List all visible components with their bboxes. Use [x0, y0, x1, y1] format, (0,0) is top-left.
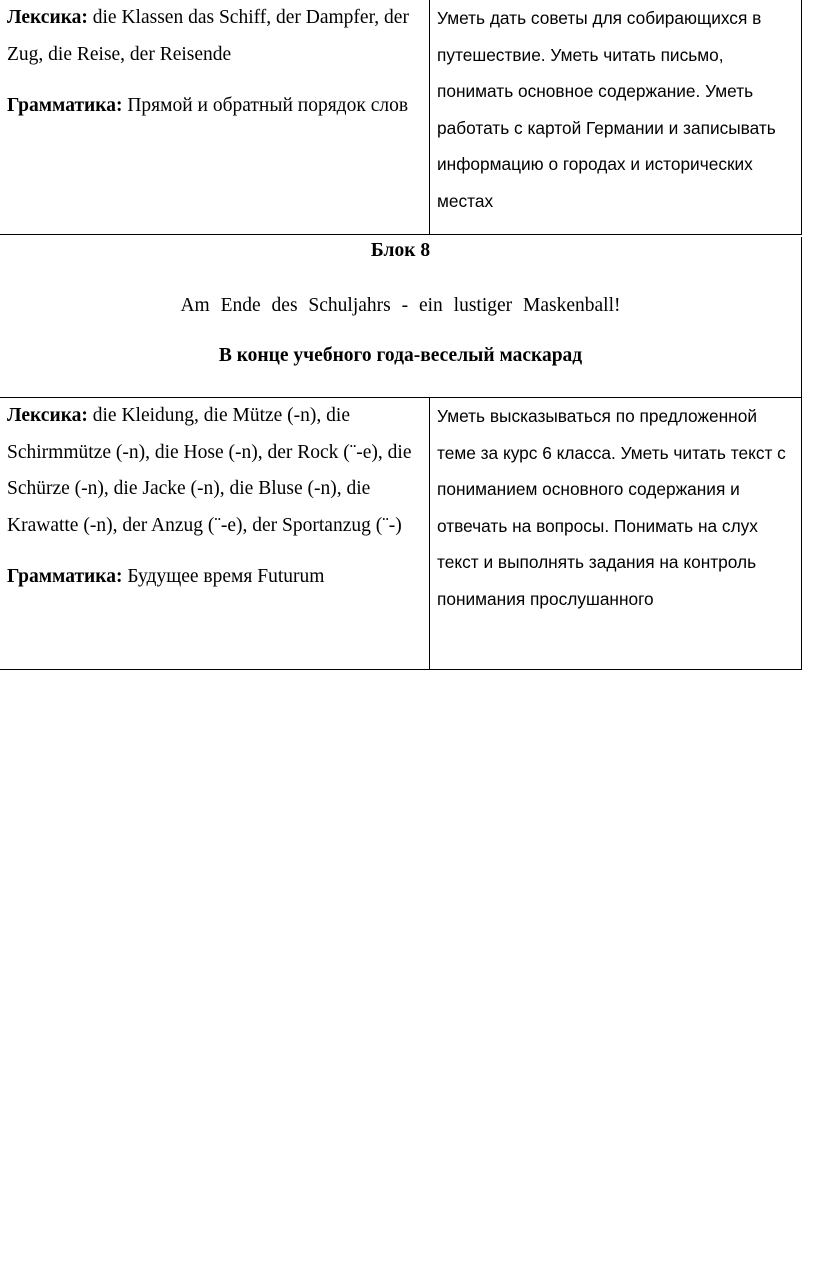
grammar-text: Прямой и обратный порядок слов: [122, 95, 409, 116]
block-subtitle-german: Am Ende des Schuljahrs - ein lustiger Maskenball!: [180, 295, 621, 316]
block-header-row: [0, 237, 802, 398]
grammar-label: Грамматика:: [7, 95, 123, 116]
skills-cell: [430, 0, 801, 234]
skills-text: Уметь дать советы для собирающихся в путешествие. Уметь читать письмо, понимать основное содержание. Уметь работать с картой Германии и записывать информацию о городах и исторических местах: [437, 8, 776, 211]
skills-cell: [430, 398, 801, 669]
vocabulary-text: die Kleidung, die Mütze (-n), die Schirmmütze (-n), die Hose (-n), der Rock (¨-e), die Schürze (-n), die Jacke (-n), die Bluse (-n), die Krawatte (-n), der Anzug (¨-e), der Sportanzug (¨-): [7, 405, 412, 536]
grammar-label: Грамматика:: [7, 566, 123, 587]
vocabulary-label: Лексика:: [7, 405, 88, 426]
vocabulary-label: Лексика:: [7, 7, 88, 28]
vocabulary-paragraph: [7, 0, 422, 73]
vocabulary-paragraph: [7, 398, 422, 544]
block-title: Блок 8: [370, 240, 431, 261]
table-row: [0, 0, 802, 235]
grammar-paragraph: [7, 559, 422, 596]
grammar-paragraph: [7, 88, 422, 125]
grammar-text: Будущее время Futurum: [122, 566, 325, 587]
skills-text: Уметь высказываться по предложенной теме за курс 6 класса. Уметь читать текст с пониманием основного содержания и отвечать на вопросы. Понимать на слух текст и выполнять задания на контроль понимания прослушанного: [437, 406, 786, 609]
block-subtitle-russian: В конце учебного года-веселый маскарад: [218, 345, 583, 366]
topic-cell: [0, 398, 430, 669]
vocabulary-text: die Klassen das Schiff, der Dampfer, der Zug, die Reise, der Reisende: [7, 7, 409, 65]
topic-cell: [0, 0, 430, 234]
table-row: [0, 398, 802, 670]
